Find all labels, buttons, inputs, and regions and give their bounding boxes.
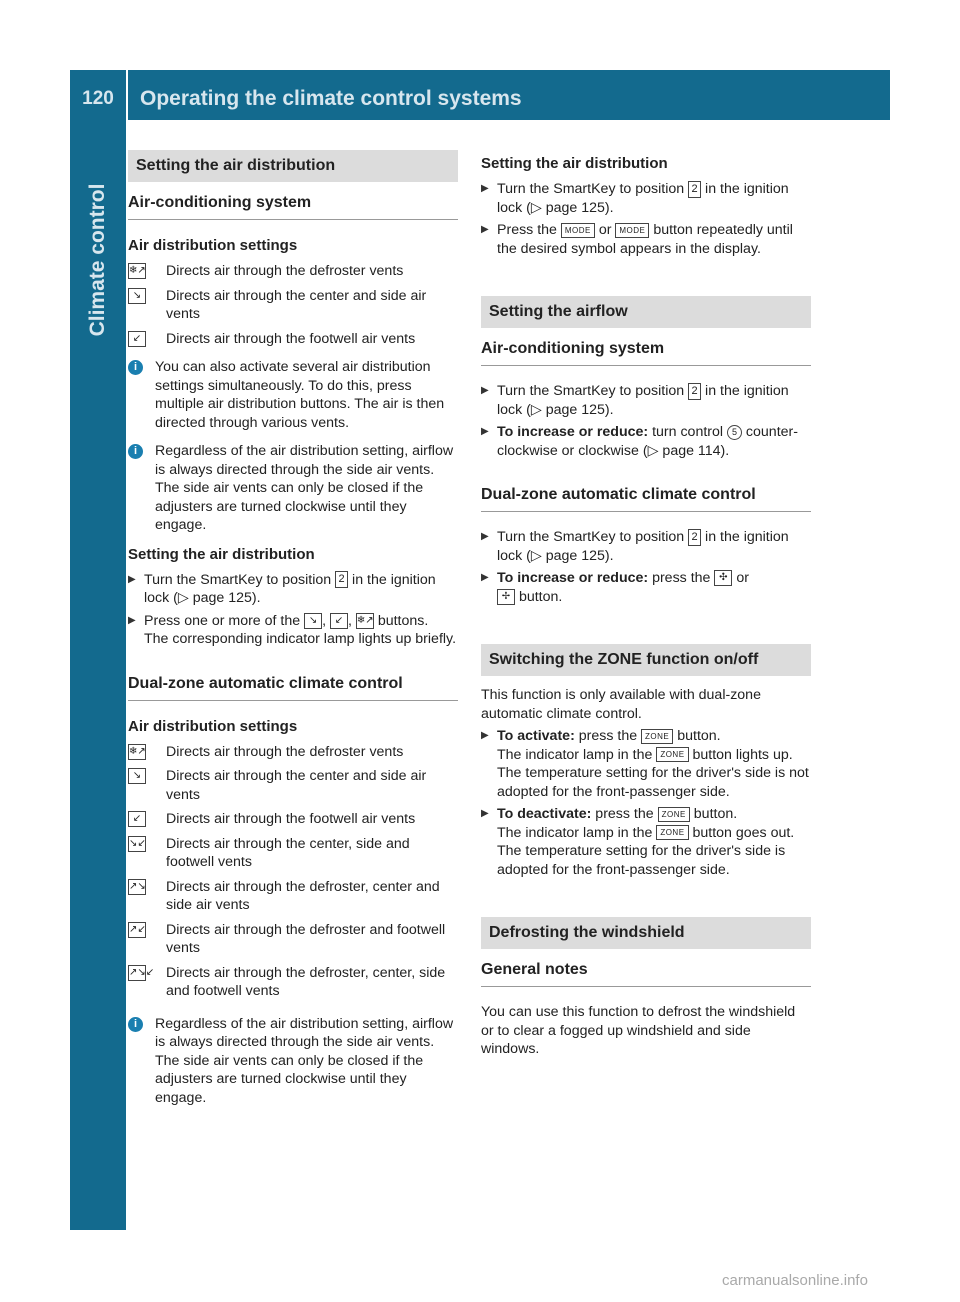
instruction-step: ▶ Press one or more of the ↘ , ↙ , ❄↗ buttons. The corresponding indicator lamp lights up briefly. — [128, 612, 457, 647]
heading-setting-air-distribution-right: Setting the air distribution — [481, 155, 668, 172]
control-number-icon: 5 — [727, 425, 742, 440]
step-arrow-icon: ▶ — [481, 730, 489, 741]
dual-setting-row: ↗↘ Directs air through the defroster, center and side air vents — [129, 878, 440, 913]
heading-setting-air-distribution: Setting the air distribution — [128, 545, 315, 563]
info-icon: i — [128, 360, 143, 375]
defroster-button-icon: ❄↗ — [356, 613, 374, 629]
key-position-box: 2 — [688, 383, 701, 400]
page-number: 120 — [82, 88, 114, 109]
step-arrow-icon: ▶ — [481, 572, 489, 583]
mode-down-key-icon: MODE — [615, 223, 649, 238]
step-arrow-icon: ▶ — [481, 808, 489, 819]
instruction-step: ▶ To increase or reduce: press the ✣ or ✢ button. — [481, 570, 749, 605]
instruction-step: ▶ To increase or reduce: turn control 5 counter-clockwise or clockwise (▷ page 114). — [481, 424, 798, 459]
section-title-zone: Switching the ZONE function on/off — [481, 644, 811, 676]
instruction-step: ▶ Press the MODE or MODE button repeatedly until the desired symbol appears in the display. — [481, 222, 793, 257]
defroster-icon: ❄↗ — [128, 744, 146, 760]
step-arrow-icon: ▶ — [481, 426, 489, 437]
zone-key-icon: ZONE — [641, 729, 673, 744]
footwell-vent-icon: ↙ — [128, 811, 146, 827]
heading-general-notes: General notes — [481, 959, 811, 987]
chapter-label: Climate control — [86, 183, 109, 337]
footwell-button-icon: ↙ — [330, 613, 348, 629]
dual-setting-row: ↗↙ Directs air through the defroster and footwell vents — [129, 921, 446, 956]
info-note: i You can also activate several air distribution settings simultaneously. To do this, press multiple air distribution buttons. The air is then directed through various vents. — [128, 358, 458, 432]
heading-dual-zone-right: Dual-zone automatic climate control — [481, 484, 811, 512]
defroster-icon: ❄↗ — [128, 263, 146, 279]
info-note: i Regardless of the air distribution setting, airflow is always directed through the side air vents. The side air vents can only be closed if the adjusters are turned clockwise until they engage. — [128, 1015, 458, 1108]
dual-setting-row: ↗↘↙ Directs air through the defroster, center, side and footwell vents — [129, 964, 446, 999]
left-column — [128, 150, 458, 1107]
watermark: carmanualsonline.info — [722, 1272, 868, 1289]
info-icon: i — [128, 1017, 143, 1032]
zone-key-icon: ZONE — [656, 825, 688, 840]
mode-up-key-icon: MODE — [561, 223, 595, 238]
zone-key-icon: ZONE — [656, 747, 688, 762]
key-position-box: 2 — [688, 181, 701, 198]
ac-setting-row — [128, 287, 458, 324]
step-arrow-icon: ▶ — [481, 531, 489, 542]
section-title-airflow: Setting the airflow — [481, 296, 811, 328]
step-arrow-icon: ▶ — [481, 224, 489, 235]
defroster-center-icon: ↗↘ — [128, 879, 146, 895]
center-vent-icon: ↘ — [128, 768, 146, 784]
ac-setting-text: Directs air through the center and side air vents — [166, 287, 427, 322]
dual-setting-row: ↙ Directs air through the footwell air vents — [128, 810, 458, 829]
instruction-step: ▶ Turn the SmartKey to position 2 in the ignition lock (▷ page 125). — [481, 529, 789, 564]
zone-key-icon: ZONE — [658, 807, 690, 822]
section-title-defrost: Defrosting the windshield — [481, 917, 811, 949]
heading-ac-system: Air-conditioning system — [128, 192, 458, 220]
key-position-box: 2 — [688, 529, 701, 546]
general-notes-text: You can use this function to defrost the windshield or to clear a fogged up windshield and side windows. — [481, 1004, 796, 1057]
heading-dual-zone: Dual-zone automatic climate control — [128, 673, 458, 701]
ac-setting-row — [128, 262, 458, 281]
header-divider — [126, 70, 128, 120]
center-vent-button-icon: ↘ — [304, 613, 322, 629]
fan-increase-icon: ✣ — [714, 570, 732, 586]
ac-setting-text: Directs air through the footwell air vents — [166, 330, 416, 347]
info-icon: i — [128, 444, 143, 459]
page-header — [70, 70, 890, 120]
center-vent-icon: ↘ — [128, 288, 146, 304]
instruction-step: ▶ Turn the SmartKey to position 2 in the ignition lock (▷ page 125). — [481, 181, 789, 216]
instruction-step: ▶ To deactivate: press the ZONE button. The indicator lamp in the ZONE button goes out. The temperature setting for the driver's side is adopted for the front-passenger side. — [481, 806, 795, 878]
dual-setting-row: ↘ Directs air through the center and side air vents — [128, 767, 458, 804]
fan-decrease-icon: ✢ — [497, 589, 515, 605]
step-arrow-icon: ▶ — [481, 385, 489, 396]
footwell-vent-icon: ↙ — [128, 331, 146, 347]
key-position-box: 2 — [335, 571, 348, 588]
section-title-air-distribution: Setting the air distribution — [128, 150, 458, 182]
heading-dual-ads: Air distribution settings — [128, 717, 298, 735]
chapter-tab — [70, 120, 126, 1230]
ac-setting-row — [128, 330, 458, 349]
step-arrow-icon: ▶ — [481, 183, 489, 194]
instruction-step: ▶ To activate: press the ZONE button. The indicator lamp in the ZONE button lights up. The temperature setting for the driver's side is not adopted for the front-passenger side. — [481, 728, 809, 800]
zone-intro: This function is only available with dual-zone automatic climate control. — [481, 687, 761, 722]
all-vents-icon: ↗↘↙ — [128, 965, 146, 981]
ac-setting-text: Directs air through the defroster vents — [166, 263, 404, 279]
dual-setting-row: ❄↗ Directs air through the defroster vents — [129, 743, 404, 760]
dual-setting-row: ↘↙ Directs air through the center, side and footwell vents — [129, 835, 410, 870]
step-arrow-icon: ▶ — [128, 614, 136, 626]
instruction-step: ▶ Turn the SmartKey to position 2 in the ignition lock (▷ page 125). — [481, 383, 789, 418]
heading-ads: Air distribution settings — [128, 237, 298, 254]
info-note: i Regardless of the air distribution setting, airflow is always directed through the side air vents. The side air vents can only be closed if the adjusters are turned clockwise until they engage. — [128, 442, 458, 535]
right-column — [481, 150, 811, 1059]
defroster-footwell-icon: ↗↙ — [128, 922, 146, 938]
page-title: Operating the climate control systems — [140, 87, 522, 110]
heading-ac-system-right: Air-conditioning system — [481, 338, 811, 366]
center-footwell-icon: ↘↙ — [128, 836, 146, 852]
step-arrow-icon: ▶ — [128, 573, 136, 585]
instruction-step: ▶ Turn the SmartKey to position 2 in the ignition lock (▷ page 125). — [128, 571, 436, 606]
